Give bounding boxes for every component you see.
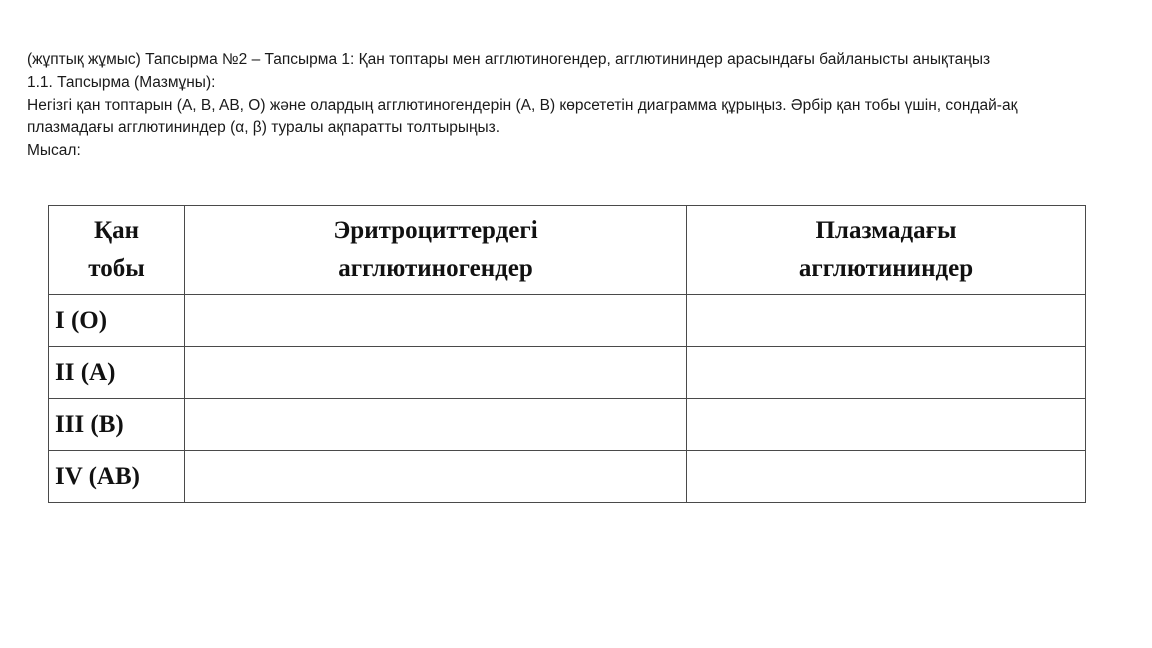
blood-group-cell: II (A) bbox=[49, 347, 185, 399]
agglutinogens-cell[interactable] bbox=[185, 295, 687, 347]
header-blood-group-line2: тобы bbox=[88, 255, 145, 282]
table-row bbox=[49, 347, 1086, 399]
agglutinins-cell[interactable] bbox=[687, 347, 1086, 399]
blood-group-cell: IV (AB) bbox=[49, 451, 185, 503]
agglutinogens-cell[interactable] bbox=[185, 399, 687, 451]
header-agglutinogens bbox=[185, 206, 687, 295]
agglutinins-cell[interactable] bbox=[687, 399, 1086, 451]
blood-group-cell: I (O) bbox=[49, 295, 185, 347]
header-agglutinins-line1: Плазмадағы bbox=[815, 217, 957, 244]
header-agglutinins-line2: агглютининдер bbox=[798, 255, 974, 282]
task-description bbox=[27, 49, 1097, 163]
header-blood-group bbox=[49, 206, 185, 295]
header-agglutinogens-line2: агглютиногендер bbox=[338, 255, 533, 282]
agglutinins-cell[interactable] bbox=[687, 295, 1086, 347]
header-blood-group-line1: Қан bbox=[93, 217, 140, 244]
table-row bbox=[49, 295, 1086, 347]
task-subtitle: 1.1. Тапсырма (Мазмұны): bbox=[27, 73, 216, 91]
agglutinogens-cell[interactable] bbox=[185, 347, 687, 399]
table-row bbox=[49, 451, 1086, 503]
task-instructions: Негізгі қан топтарын (A, B, AB, O) және олардың агглютиногендерін (A, B) көрсететін диаграмма құрыңыз. Әрбір қан тобы үшін, сондай-ақ плазмадағы агглютининдер (α, β) туралы ақпаратты толтырыңыз. bbox=[27, 96, 1018, 137]
blood-group-cell: III (B) bbox=[49, 399, 185, 451]
agglutinins-cell[interactable] bbox=[687, 451, 1086, 503]
example-label: Мысал: bbox=[27, 142, 81, 160]
table-row bbox=[49, 399, 1086, 451]
task-title: (жұптық жұмыс) Тапсырма №2 – Тапсырма 1: Қан топтары мен агглютиногендер, агглютининдер арасындағы байланысты анықтаңыз bbox=[27, 51, 991, 68]
blood-group-table bbox=[48, 205, 1086, 503]
header-agglutinogens-line1: Эритроциттердегі bbox=[333, 217, 538, 244]
table-header-row bbox=[49, 206, 1086, 295]
agglutinogens-cell[interactable] bbox=[185, 451, 687, 503]
header-agglutinins bbox=[687, 206, 1086, 295]
